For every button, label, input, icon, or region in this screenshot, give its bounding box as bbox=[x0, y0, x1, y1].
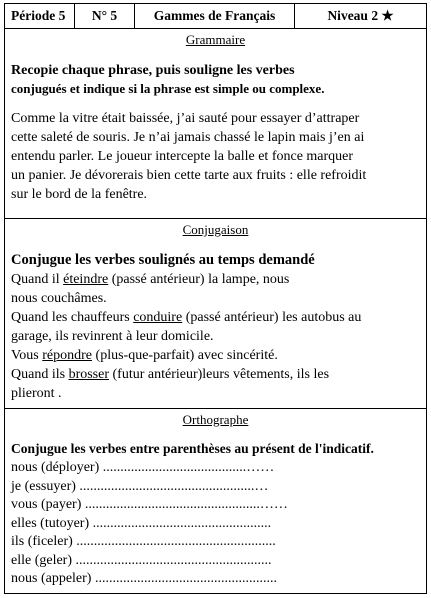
verb-underlined: éteindre bbox=[63, 272, 109, 287]
orthographe-instruction: Conjugue les verbes entre parenthèses au présent de l'indicatif. bbox=[11, 441, 374, 456]
orthographe-item: je (essuyer) ..................................................… bbox=[11, 478, 269, 494]
orthographe-item: elle (geler) ........................................................ bbox=[11, 552, 272, 568]
numero-cell: N° 5 bbox=[75, 4, 135, 28]
conjugaison-section bbox=[5, 219, 426, 409]
conjugaison-line: nous couchâmes. bbox=[11, 291, 107, 306]
verb-underlined: répondre bbox=[42, 348, 93, 363]
orthographe-item: elles (tutoyer) ................................................... bbox=[11, 515, 272, 531]
grammaire-text-line: un panier. Je dévorerais bien cette tarte aux fruits : elle refroidit bbox=[11, 168, 367, 183]
orthographe-item: vous (payer) ..................................................…… bbox=[11, 497, 288, 512]
verb-underlined: brosser bbox=[68, 367, 109, 382]
grammaire-instruction-2: conjugués et indique si la phrase est simple ou complexe. bbox=[11, 81, 325, 96]
conjugaison-title: Conjugaison bbox=[182, 222, 249, 237]
conjugaison-line: Quand les chauffeurs conduire (passé antérieur) les autobus au bbox=[11, 310, 362, 325]
grammaire-section bbox=[5, 29, 426, 219]
orthographe-item: nous (appeler) .................................................... bbox=[11, 571, 277, 586]
worksheet bbox=[4, 3, 427, 594]
conjugaison-line: Quand il éteindre (passé antérieur) la lampe, nous bbox=[11, 272, 290, 287]
conjugaison-line: plieront . bbox=[11, 386, 62, 401]
grammaire-text-line: sur le bord de la fenêtre. bbox=[11, 187, 148, 202]
orthographe-section bbox=[5, 409, 426, 594]
orthographe-item: ils (ficeler) ......................................................... bbox=[11, 534, 276, 549]
conjugaison-line: Quand ils brosser (futur antérieur)leurs vêtements, ils les bbox=[11, 367, 330, 382]
grammaire-text-line: entendu parler. Le joueur intercepte la balle et fonce marquer bbox=[11, 149, 354, 164]
header-row bbox=[5, 4, 426, 29]
grammaire-text-line: cette saleté de souris. Je n’ai jamais chassé le lapin mais j’en ai bbox=[11, 130, 365, 145]
conjugaison-instruction: Conjugue les verbes soulignés au temps demandé bbox=[11, 252, 315, 268]
orthographe-title: Orthographe bbox=[182, 412, 249, 427]
niveau-cell: Niveau 2 ★ bbox=[327, 8, 394, 23]
conjugaison-line: Vous répondre (plus-que-parfait) avec sincérité. bbox=[11, 348, 278, 363]
grammaire-instruction-1: Recopie chaque phrase, puis souligne les verbes bbox=[11, 63, 295, 78]
conjugaison-line: garage, ils revinrent à leur domicile. bbox=[11, 329, 214, 344]
orthographe-item: nous (déployer) .........................................…… bbox=[11, 460, 275, 475]
verb-underlined: conduire bbox=[133, 310, 183, 325]
grammaire-text-line: Comme la vitre était baissée, j’ai sauté pour essayer d’attraper bbox=[11, 111, 360, 126]
grammaire-title: Grammaire bbox=[185, 32, 246, 47]
title-cell: Gammes de Français bbox=[135, 4, 295, 28]
periode-cell: Période 5 bbox=[5, 4, 75, 28]
